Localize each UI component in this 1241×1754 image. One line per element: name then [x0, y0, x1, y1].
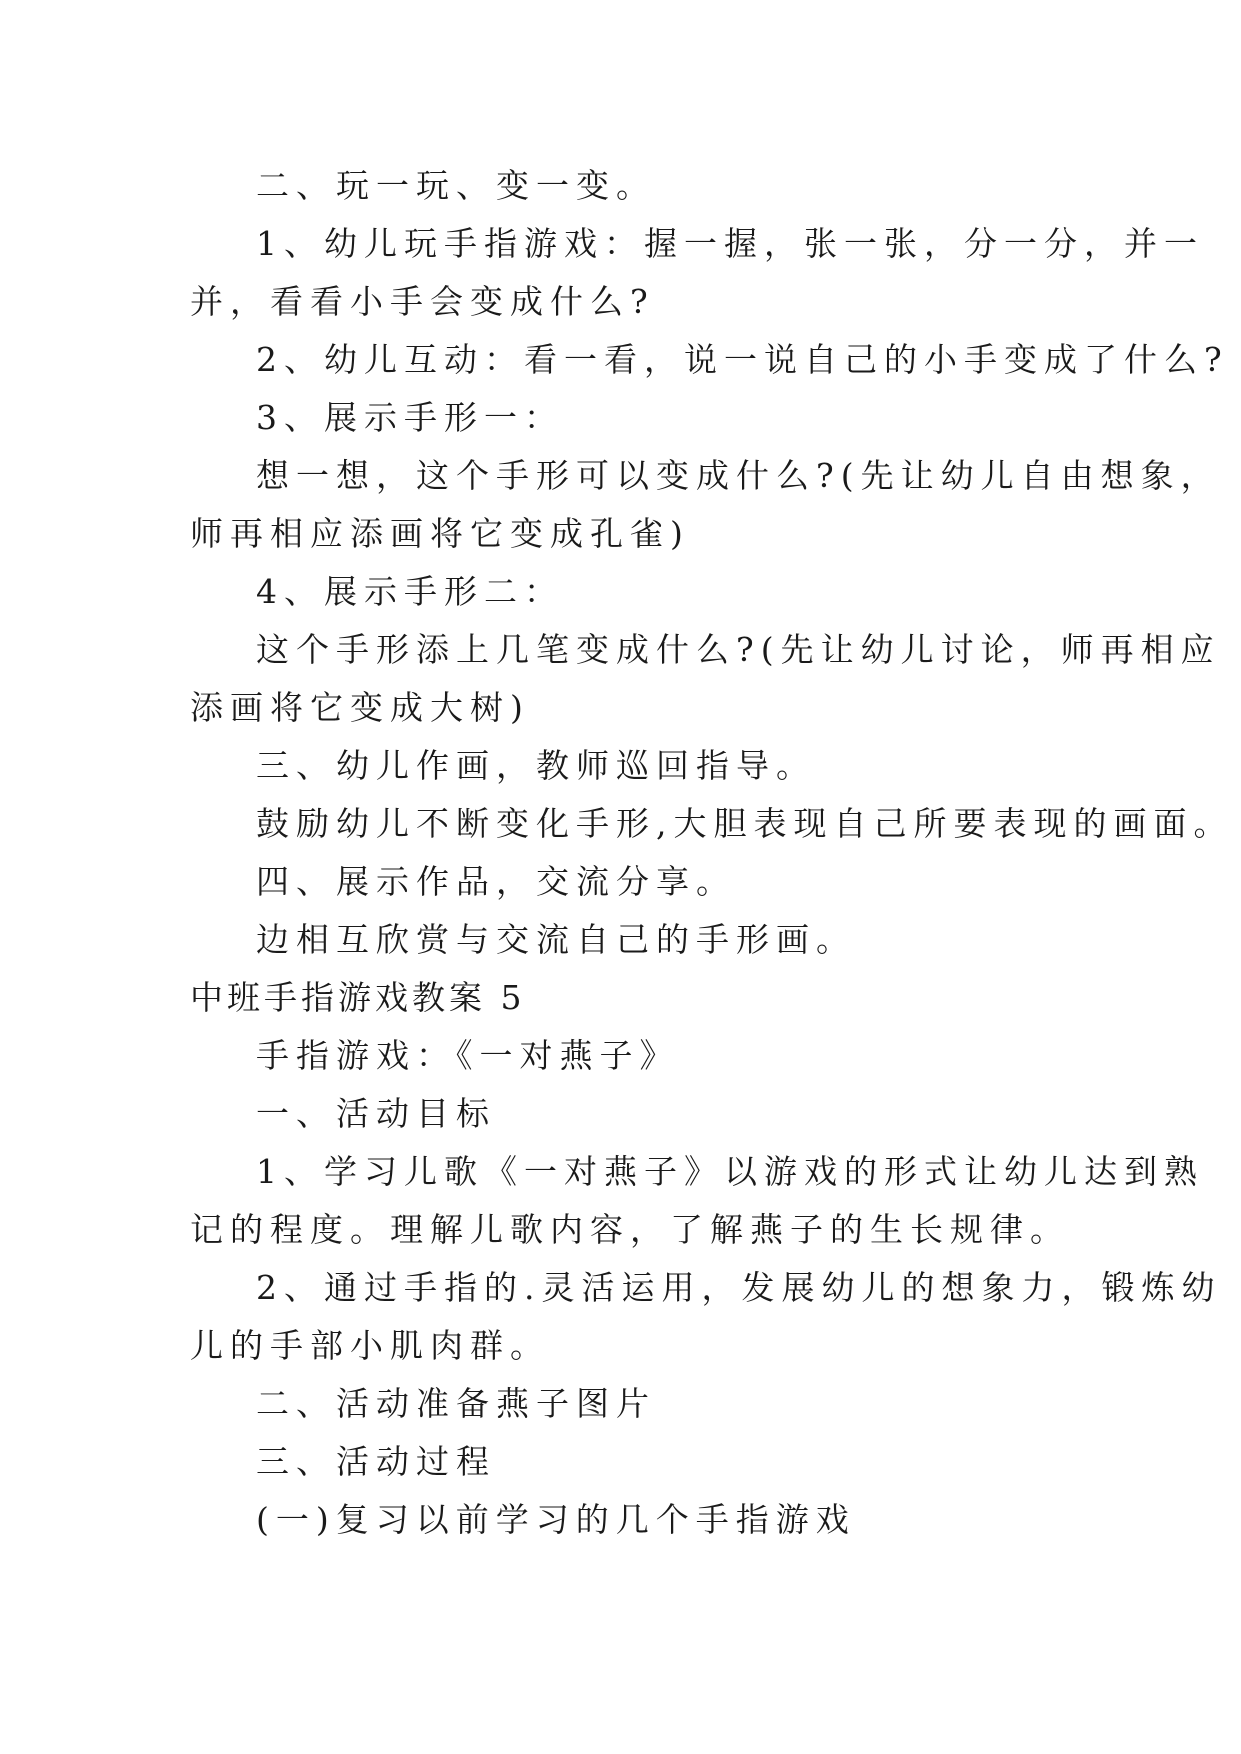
section-heading: 中班手指游戏教案 5: [190, 978, 526, 1017]
paragraph-line: 1、幼儿玩手指游戏：握一握，张一张，分一分，并一: [256, 224, 1204, 263]
paragraph-line: 手指游戏：《一对燕子》: [256, 1036, 680, 1075]
paragraph-line: 这个手形添上几笔变成什么?(先让幼儿讨论，师再相应: [256, 630, 1221, 669]
paragraph-line: 3、展示手形一：: [256, 398, 564, 437]
paragraph-line: 三、活动过程: [256, 1442, 496, 1481]
paragraph-line: 记的程度。理解儿歌内容，了解燕子的生长规律。: [190, 1210, 1070, 1249]
paragraph-line: 二、活动准备燕子图片: [256, 1384, 656, 1423]
paragraph-line: 添画将它变成大树): [190, 688, 530, 727]
paragraph-line: 并，看看小手会变成什么?: [190, 282, 655, 321]
paragraph-line: 一、活动目标: [256, 1094, 496, 1133]
paragraph-line: 4、展示手形二：: [256, 572, 564, 611]
paragraph-line: 2、幼儿互动：看一看，说一说自己的小手变成了什么?: [256, 340, 1229, 379]
paragraph-line: 三、幼儿作画，教师巡回指导。: [256, 746, 816, 785]
paragraph-line: (一)复习以前学习的几个手指游戏: [256, 1500, 856, 1539]
paragraph-line: 边相互欣赏与交流自己的手形画。: [256, 920, 856, 959]
paragraph-line: 1、学习儿歌《一对燕子》以游戏的形式让幼儿达到熟: [256, 1152, 1204, 1191]
paragraph-line: 儿的手部小肌肉群。: [190, 1326, 550, 1365]
paragraph-line: 鼓励幼儿不断变化手形,大胆表现自己所要表现的画面。: [256, 804, 1234, 843]
paragraph-line: 想一想，这个手形可以变成什么?(先让幼儿自由想象，: [256, 456, 1221, 495]
paragraph-line: 四、展示作品，交流分享。: [256, 862, 736, 901]
paragraph-line: 二、玩一玩、变一变。: [256, 166, 656, 205]
paragraph-line: 2、通过手指的.灵活运用，发展幼儿的想象力，锻炼幼: [256, 1268, 1222, 1307]
paragraph-line: 师再相应添画将它变成孔雀): [190, 514, 690, 553]
